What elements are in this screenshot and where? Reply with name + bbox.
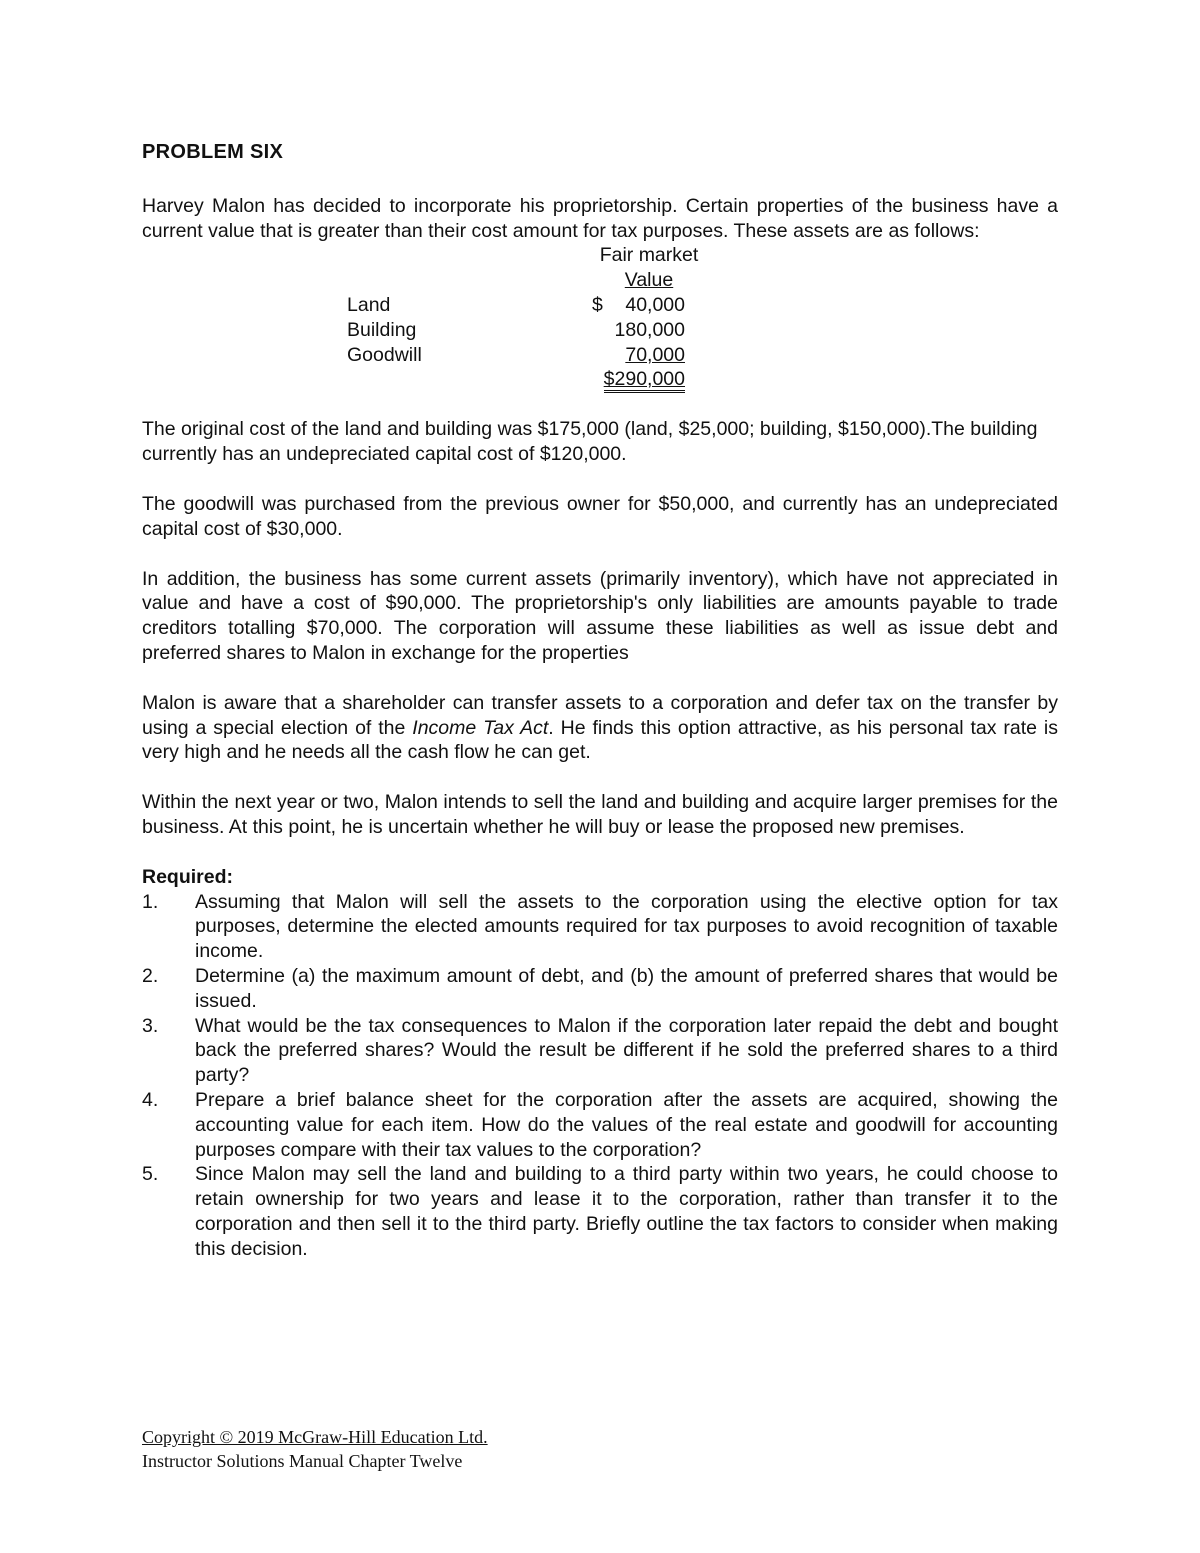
assets-table xyxy=(142,243,1058,391)
goodwill-paragraph: The goodwill was purchased from the previous owner for $50,000, and currently has an undepreciated capital cost of $30,000. xyxy=(142,492,1058,540)
asset-label: Land xyxy=(347,294,391,317)
copyright-notice: Copyright © 2019 McGraw-Hill Education Ltd. xyxy=(142,1427,488,1447)
page-footer xyxy=(142,1425,488,1473)
sell-paragraph: Within the next year or two, Malon intends to sell the land and building and acquire larger premises for the business. At this point, he is uncertain whether he will buy or lease the proposed new premises. xyxy=(142,791,1058,838)
currency-symbol: $ xyxy=(592,294,603,317)
list-item: 1. Assuming that Malon will sell the assets to the corporation using the elective option for tax purposes, determine the elected amounts required for tax purposes to avoid recognition of taxable income. xyxy=(142,890,1058,963)
required-list xyxy=(142,890,1058,1262)
problem-title: PROBLEM SIX xyxy=(142,141,284,163)
asset-value: 180,000 xyxy=(614,319,685,342)
required-heading: Required: xyxy=(142,865,234,888)
asset-value: 40,000 xyxy=(625,294,685,317)
list-item: 4. Prepare a brief balance sheet for the corporation after the assets are acquired, showing the accounting value for each item. How do the values of the real estate and goodwill for accounting purposes compare with their tax values to the corporation? xyxy=(142,1088,1058,1161)
list-item: 5. Since Malon may sell the land and building to a third party within two years, he could choose to retain ownership for two years and lease it to the corporation, rather than transfer it to the corporation and then sell it to the third party. Briefly outline the tax factors to consider when making this decision. xyxy=(142,1163,1058,1260)
income-tax-act-title: Income Tax Act xyxy=(412,716,549,739)
assets-row xyxy=(142,343,1058,368)
original-cost-paragraph: The original cost of the land and building was $175,000 (land, $25,000; building, $150,000).The building currently has an undepreciated capital cost of $120,000. xyxy=(142,418,1038,466)
current-assets-paragraph: In addition, the business has some current assets (primarily inventory), which have not appreciated in value and have a cost of $90,000. The proprietorship's only liabilities are amounts payable to trade creditors totalling $70,000. The corporation will assume these liabilities as well as issue debt and preferred shares to Malon in exchange for the properties xyxy=(142,567,1058,664)
intro-paragraph: Harvey Malon has decided to incorporate his proprietorship. Certain properties of the business have a current value that is greater than their cost amount for tax purposes. These assets are as follows: xyxy=(142,194,1058,242)
assets-total: $290,000 xyxy=(604,368,685,393)
asset-label: Building xyxy=(347,319,417,342)
asset-label: Goodwill xyxy=(347,344,422,367)
assets-row xyxy=(142,318,1058,343)
document-page xyxy=(142,140,1058,1262)
list-item: 2. Determine (a) the maximum amount of debt, and (b) the amount of preferred shares that would be issued. xyxy=(142,964,1058,1012)
manual-reference: Instructor Solutions Manual Chapter Twelve xyxy=(142,1451,463,1471)
assets-row xyxy=(142,293,1058,318)
list-item: 3. What would be the tax consequences to Malon if the corporation later repaid the debt and bought back the preferred shares? Would the result be different if he sold the preferred shares to a third party? xyxy=(142,1014,1058,1087)
asset-value: 70,000 xyxy=(625,344,685,367)
assets-header-line1: Fair market xyxy=(599,244,699,267)
assets-header-line2: Value xyxy=(624,269,674,292)
assets-total-row xyxy=(142,367,1058,392)
election-paragraph: Malon is aware that a shareholder can transfer assets to a corporation and defer tax on the transfer by using a special election of the Income Tax Act. He finds this option attractive, as his personal tax rate is very high and he needs all the cash flow he can get. xyxy=(142,691,1058,764)
